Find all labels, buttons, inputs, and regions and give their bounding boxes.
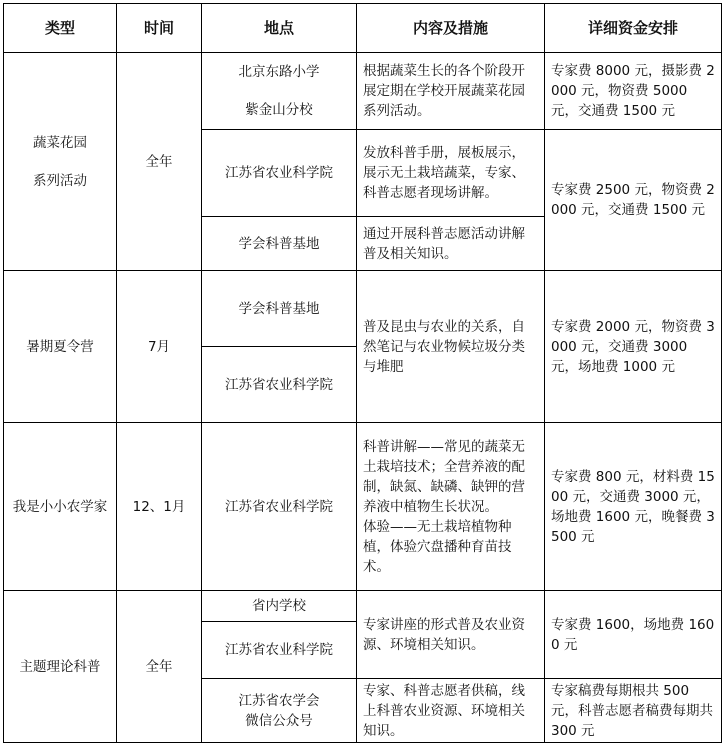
place-cell: 江苏省农业科学院: [202, 622, 357, 679]
funds-cell: 专家费 800 元，材料费 1500 元，交通费 3000 元，场地费 1600 元，晚餐费 3500 元: [545, 423, 722, 591]
place-line: 紫金山分校: [245, 102, 313, 118]
header-type: 类型: [4, 4, 117, 53]
type-cell: 主题理论科普: [4, 591, 117, 743]
funds-cell: 专家费 1600，场地费 1600 元: [545, 591, 722, 679]
header-time: 时间: [117, 4, 202, 53]
time-cell: 7月: [117, 271, 202, 423]
content-cell: 普及昆虫与农业的关系，自然笔记与农业物候垃圾分类与堆肥: [357, 271, 545, 423]
content-cell: 发放科普手册，展板展示，展示无土栽培蔬菜，专家、科普志愿者现场讲解。: [357, 130, 545, 217]
table-row: [4, 53, 722, 130]
place-cell: 江苏省农业科学院: [202, 423, 357, 591]
content-cell: 专家、科普志愿者供稿，线上科普农业资源、环境相关知识。: [357, 679, 545, 743]
place-line: 北京东路小学: [238, 64, 320, 80]
type-line: 蔬菜花园: [33, 134, 87, 151]
content-cell: 根据蔬菜生长的各个阶段开展定期在学校开展蔬菜花园系列活动。: [357, 53, 545, 130]
table-row: [4, 591, 722, 622]
funds-cell: 专家费 2500 元，物资费 2000 元，交通费 1500 元: [545, 130, 722, 271]
header-content: 内容及措施: [357, 4, 545, 53]
type-cell: [4, 53, 117, 271]
content-cell: 专家讲座的形式普及农业资源、环境相关知识。: [357, 591, 545, 679]
place-cell: 学会科普基地: [202, 271, 357, 347]
place-cell: 江苏省农业科学院: [202, 347, 357, 423]
header-funds: 详细资金安排: [545, 4, 722, 53]
funds-cell: 专家费 2000 元，物资费 3000 元，交通费 3000 元，场地费 1000 元: [545, 271, 722, 423]
content-cell: 科普讲解——常见的蔬菜无土栽培技术；全营养液的配制，缺氮、缺磷、缺钾的营养液中植物生长状况。 体验——无土栽培植物种植，体验穴盘播种育苗技术。: [357, 423, 545, 591]
type-cell: 我是小小农学家: [4, 423, 117, 591]
place-cell: [202, 679, 357, 743]
place-cell: 学会科普基地: [202, 217, 357, 271]
type-line: 系列活动: [33, 172, 87, 189]
table-row: [4, 423, 722, 591]
activity-table: [3, 3, 722, 743]
place-line: 微信公众号: [245, 712, 313, 729]
funds-cell: 专家稿费每期根共 500 元，科普志愿者稿费每期共 300 元: [545, 679, 722, 743]
place-line: 江苏省农学会: [238, 692, 320, 709]
type-cell: 暑期夏令营: [4, 271, 117, 423]
place-cell: [202, 53, 357, 130]
funds-cell: 专家费 8000 元，摄影费 2000 元，物资费 5000 元，交通费 1500 元: [545, 53, 722, 130]
place-cell: 省内学校: [202, 591, 357, 622]
table-row: [4, 271, 722, 347]
time-cell: 12、1月: [117, 423, 202, 591]
place-cell: 江苏省农业科学院: [202, 130, 357, 217]
header-row: [4, 4, 722, 53]
time-cell: 全年: [117, 53, 202, 271]
content-cell: 通过开展科普志愿活动讲解普及相关知识。: [357, 217, 545, 271]
time-cell: 全年: [117, 591, 202, 743]
header-place: 地点: [202, 4, 357, 53]
